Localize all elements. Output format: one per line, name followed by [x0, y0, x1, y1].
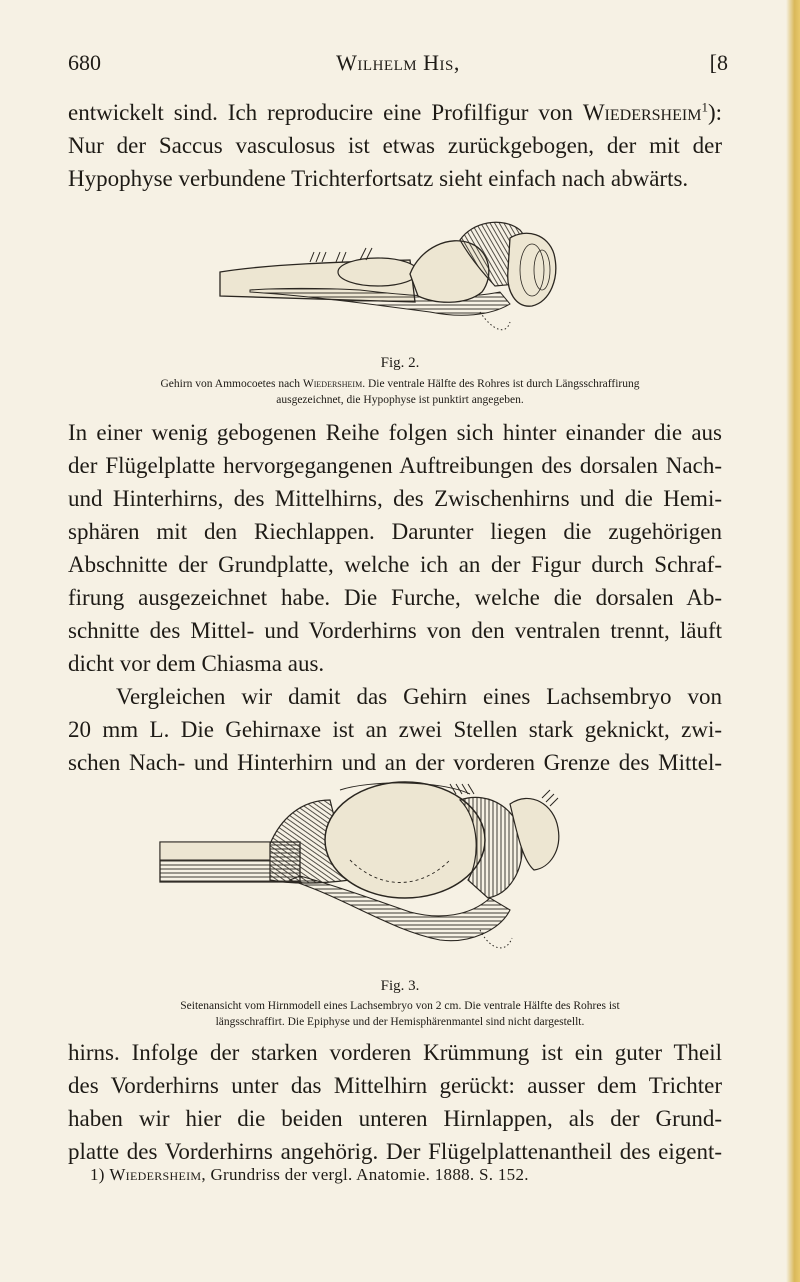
text-line: Hypophyse verbundene Trichterfortsatz sieht einfach nach abwärts. — [68, 166, 689, 191]
paragraph-3 — [68, 680, 722, 779]
caption-author: Wiedersheim. — [302, 378, 366, 390]
running-title: Wilhelm His, — [336, 50, 460, 75]
figure-2-caption: Gehirn von Ammocoetes nach Wiedersheim. Die ventrale Hälfte des Rohres ist durch Längsschraffirung ausgezeichnet, die Hypophyse ist punktirt angegeben. — [160, 378, 640, 406]
figure-2-ammocoetes-brain-drawing — [210, 200, 590, 350]
text-line: Abschnitte der Grundplatte, welche ich an der Figur durch Schraf- — [68, 552, 722, 577]
page-edge — [786, 0, 800, 1282]
figure-3-label: Fig. 3. — [380, 978, 420, 994]
text-line: des Vorderhirns unter das Mittelhirn gerückt: ausser dem Trichter — [68, 1073, 722, 1098]
text-line: 20 mm L. Die Gehirnaxe ist an zwei Stellen stark geknickt, zwi- — [68, 717, 722, 742]
figure-2-label: Fig. 2. — [380, 355, 420, 371]
text-line: und Hinterhirns, des Mittelhirns, des Zwischenhirns und die Hemi- — [68, 486, 722, 511]
footnote-text: Grundriss der vergl. Anatomie. 1888. S. 152. — [205, 1165, 529, 1184]
paragraph-2 — [68, 416, 722, 680]
paragraph-1 — [68, 96, 722, 195]
text-line: In einer wenig gebogenen Reihe folgen sich hinter einander die aus — [68, 420, 722, 445]
paragraph-4 — [68, 1036, 722, 1168]
section-marker: [8 — [709, 50, 728, 75]
figure-3-salmon-embryo-brain-drawing — [150, 780, 650, 970]
author-name: Wiedersheim — [582, 100, 702, 125]
text-line: hirns. Infolge der starken vorderen Krümmung ist ein guter Theil — [68, 1040, 722, 1065]
footnote-mark: 1) — [90, 1165, 105, 1184]
text-line: der Flügelplatte hervorgegangenen Auftreibungen des dorsalen Nach- — [68, 453, 722, 478]
footnote-author: Wiedersheim, — [109, 1165, 206, 1184]
text-line: schen Nach- und Hinterhirn und an der vorderen Grenze des Mittel- — [68, 750, 722, 775]
text-line: entwickelt sind. Ich reproducire eine Profilfigur von Wiedersheim$^1$): — [68, 99, 722, 125]
text-line: sphären mit den Riechlappen. Darunter liegen die zugehörigen — [68, 519, 722, 544]
text-line: Nur der Saccus vasculosus ist etwas zurückgebogen, der mit der — [68, 133, 722, 158]
text-line: firung ausgezeichnet habe. Die Furche, welche die dorsalen Ab- — [68, 585, 722, 610]
text-line: Vergleichen wir damit das Gehirn eines Lachsembryo von — [116, 684, 722, 709]
figure-3-caption: Seitenansicht vom Hirnmodell eines Lachsembryo von 2 cm. Die ventrale Hälfte des Rohres ist längsschraffirt. Die Epiphyse und der Hemisphärenmantel sind nicht dargestellt. — [180, 1000, 620, 1028]
text-line: haben wir hier die beiden unteren Hirnlappen, als der Grund- — [68, 1106, 722, 1131]
page-number: 680 — [68, 50, 101, 75]
footnote — [90, 1165, 529, 1185]
text-line: schnitte des Mittel- und Vorderhirns von den ventralen trennt, läuft — [68, 618, 722, 643]
running-header — [68, 50, 728, 80]
text-line: platte des Vorderhirns angehörig. Der Flügelplattenantheil des eigent- — [68, 1139, 722, 1164]
footnote-ref[interactable]: 1 — [701, 99, 708, 115]
text-line: dicht vor dem Chiasma aus. — [68, 651, 325, 676]
